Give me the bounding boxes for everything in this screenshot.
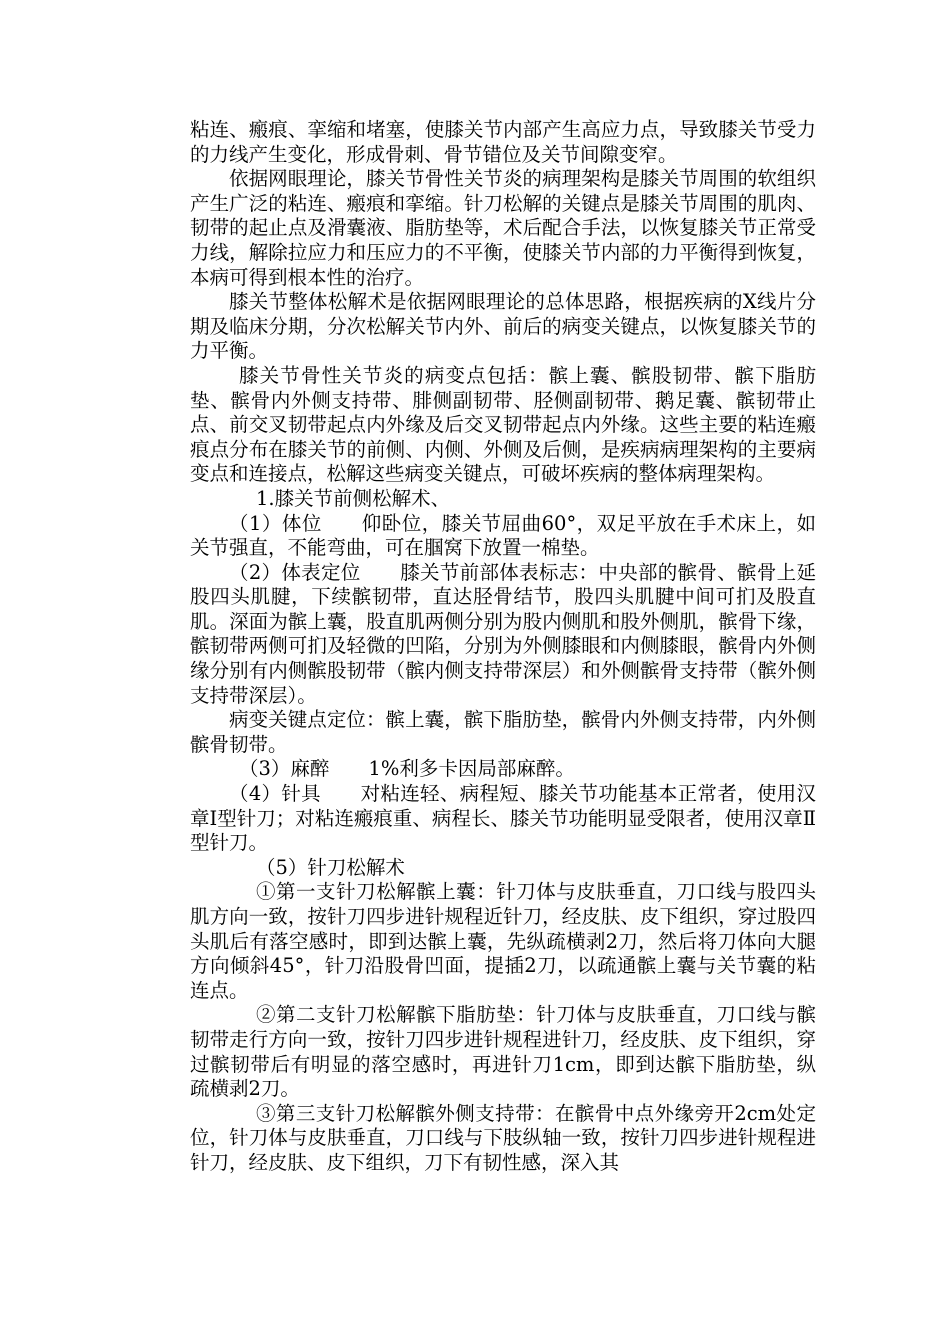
section-heading-anterior-release: 1.膝关节前侧松解术、 <box>256 486 451 510</box>
paragraph-position: （1）体位 仰卧位，膝关节屈曲60°，双足平放在手术床上，如关节强直，不能弯曲，可在腘窝下放置一棉垫。 <box>190 511 816 560</box>
paragraph-lesion-points: 膝关节骨性关节炎的病变点包括：髌上囊、髌股韧带、髌下脂肪垫、髌骨内外侧支持带、腓侧副韧带、胫侧副韧带、鹅足囊、髌韧带止点、前交叉韧带起点内外缘及后交叉韧带起点内外缘。这些主要的粘连瘢痕点分布在膝关节的前侧、内侧、外侧及后侧，是疾病病理架构的主要病变点和连接点，松解这些病变关键点，可破坏疾病的整体病理架构。 <box>190 363 816 486</box>
paragraph-continuation: 粘连、瘢痕、挛缩和堵塞，使膝关节内部产生高应力点，导致膝关节受力的力线产生变化，形成骨刺、骨节错位及关节间隙变窄。 <box>190 118 816 166</box>
paragraph-pathology-framework: 依据网眼理论，膝关节骨性关节炎的病理架构是膝关节周围的软组织产生广泛的粘连、瘢痕和挛缩。针刀松解的关键点是膝关节周围的肌肉、韧带的起止点及滑囊液、脂肪垫等，术后配合手法，以恢复膝关节正常受力线，解除拉应力和压应力的不平衡，使膝关节内部的力平衡得到恢复，本病可得到根本性的治疗。 <box>190 167 816 289</box>
subheading-needle-release: （5）针刀松解术 <box>256 855 405 879</box>
document-body <box>190 118 816 1176</box>
paragraph-needle-1: ①第一支针刀松解髌上囊：针刀体与皮肤垂直，刀口线与股四头肌方向一致，按针刀四步进针规程近针刀，经皮肤、皮下组织，穿过股四头肌后有落空感时，即到达髌上囊，先纵疏横剥2刀，然后将刀体向大腿方向倾斜45°，针刀沿股骨凹面，提插2刀，以疏通髌上囊与关节囊的粘连点。 <box>190 880 816 1002</box>
paragraph-overall-release: 膝关节整体松解术是依据网眼理论的总体思路，根据疾病的X线片分期及临床分期，分次松解关节内外、前后的病变关键点，以恢复膝关节的力平衡。 <box>190 290 816 363</box>
paragraph-anesthesia: （3）麻醉 1%利多卡因局部麻醉。 <box>239 757 575 781</box>
paragraph-needle-2: ②第二支针刀松解髌下脂肪垫：针刀体与皮肤垂直，刀口线与髌韧带走行方向一致，按针刀四步进针规程进针刀，经皮肤、皮下组织，穿过髌韧带后有明显的落空感时，再进针刀1cm，即到达髌下脂肪垫，纵疏横剥2刀。 <box>190 1003 816 1101</box>
paragraph-needle-tools: （4）针具 对粘连轻、病程短、膝关节功能基本正常者，使用汉章Ⅰ型针刀；对粘连瘢痕重、病程长、膝关节功能明显受限者，使用汉章Ⅱ型针刀。 <box>190 782 816 855</box>
paragraph-surface-localization: （2）体表定位 膝关节前部体表标志：中央部的髌骨、髌骨上延股四头肌腱，下续髌韧带，直达胫骨结节，股四头肌腱中间可扪及股直肌。深面为髌上囊，股直肌两侧分别为股内侧肌和股外侧肌，髌骨下缘，髌韧带两侧可扪及轻微的凹陷，分别为外侧膝眼和内侧膝眼，髌骨内外侧缘分别有内侧髌股韧带（髌内侧支持带深层）和外侧髌骨支持带（髌外侧支持带深层）。 <box>190 560 816 707</box>
paragraph-key-point-localization: 病变关键点定位：髌上囊，髌下脂肪垫，髌骨内外侧支持带，内外侧髌骨韧带。 <box>190 708 816 756</box>
paragraph-needle-3: ③第三支针刀松解髌外侧支持带：在髌骨中点外缘旁开2cm处定位，针刀体与皮肤垂直，刀口线与下肢纵轴一致，按针刀四步进针规程进针刀，经皮肤、皮下组织，刀下有韧性感，深入其 <box>190 1101 816 1174</box>
